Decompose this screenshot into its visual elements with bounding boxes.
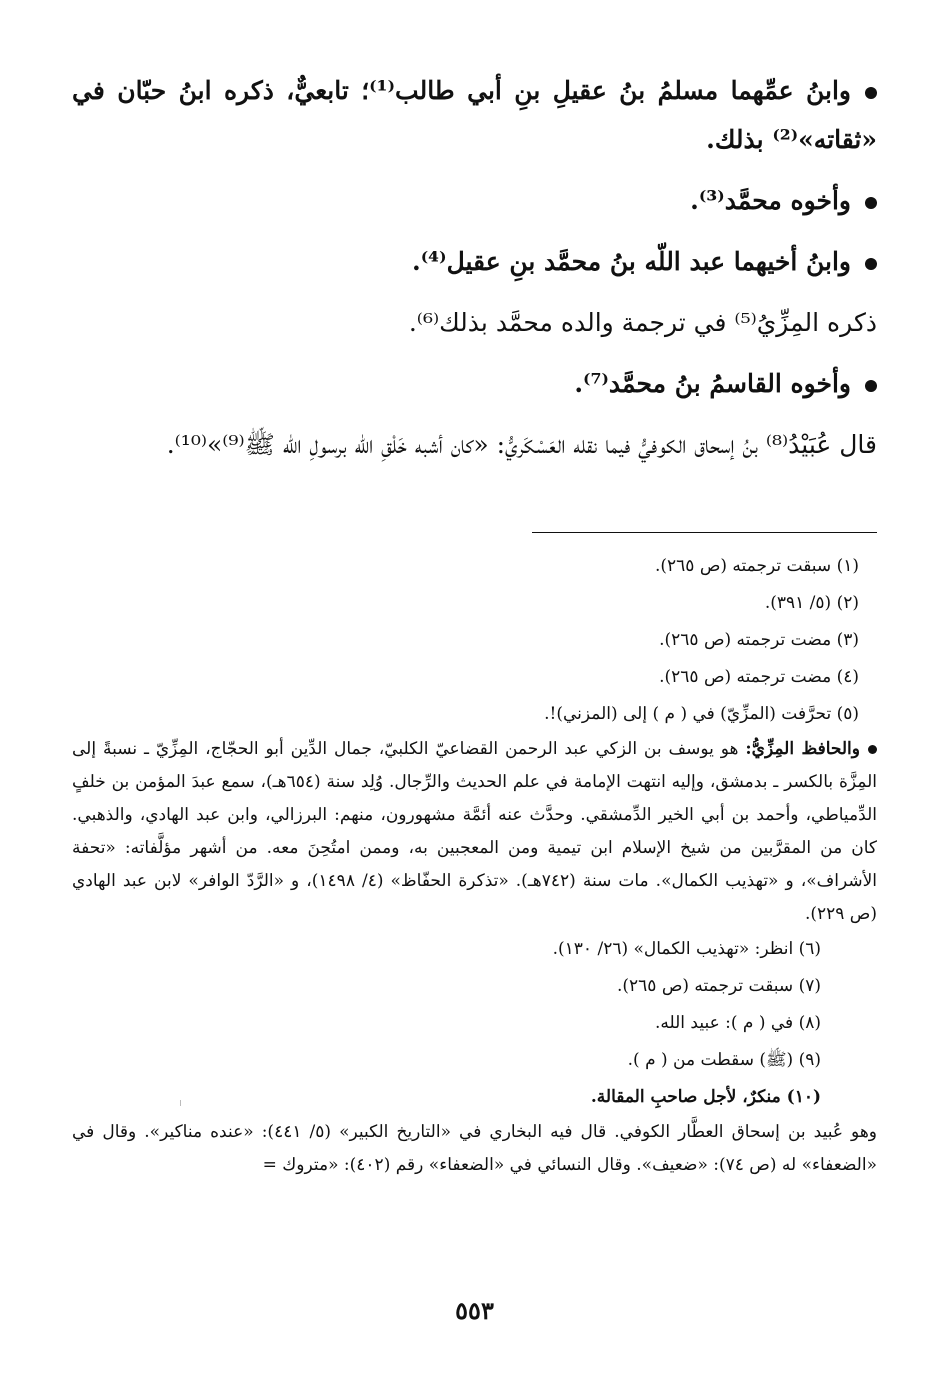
footnote-bio: والحافظ المِزِّيُّ: هو يوسف بن الزكي عبد الرحمن القضاعيّ الكلبيّ، جمال الدِّين أبو الحجّاج، المِزِّيّ ـ نسبةً إلى المِزَّة بالكسر ـ بدمشق، وإليه انتهت الإمامة في علم الحديث والرِّجال. وُلِد سنة (٦٥٤هـ)، سمع عبدَ المؤمن بن خلفٍ الدِّمياطي، وأحمد بن أبي الخير الدِّمشقي. وحدَّث عنه أئمَّة مشهورون، منهم: البرزالي، وابن عبد الهادي، والذهبي. كان من المقرَّبين من شيخ الإسلام ابن تيمية ومن المعجبين به، وممن امتُحِنَ معه. من أشهر مؤلَّفاته: «تحفة الأشراف»، و «تهذيب الكمال». مات سنة (٧٤٢هـ). «تذكرة الحفّاظ» (٤/ ١٤٩٨)، و «الرَّدّ الوافر» لابن عبد الهادي (ص ٢٢٩).	[72, 739, 877, 924]
paragraph-6: قال عُبَيْدُ⁽⁸⁾ بنُ إسحاق الكوفيُّ فيما نقله العَسْكَريُّ: «كان أشبه خَلْقِ الله برسولِ الله ﷺ⁽⁹⁾»⁽¹⁰⁾.	[166, 430, 877, 459]
footnote-5: (٥) تحرَّفت (المزِّيّ) في ( م ) إلى (المزني)!.	[544, 704, 859, 724]
footnotes	[72, 548, 877, 1182]
bullet-icon	[865, 258, 877, 270]
footnote-6: (٦) انظر: «تهذيب الكمال» (٢٦/ ١٣٠).	[552, 939, 821, 959]
paragraph-2: وأخوه محمَّد⁽³⁾.	[72, 176, 877, 225]
main-text	[72, 66, 877, 481]
footnote-10-lead: (١٠) منكرٌ، لأجل صاحبِ المقالة.	[590, 1087, 821, 1107]
bullet-icon	[868, 745, 877, 754]
paragraph-3: وابنُ أخيهما عبد اللّه بنُ محمَّد بنِ عقيل⁽⁴⁾.	[72, 237, 877, 286]
footnote-4: (٤) مضت ترجمته (ص ٢٦٥).	[659, 667, 859, 687]
footnote-8: (٨) في ( م ): عبيد الله.	[654, 1013, 821, 1033]
footnote-9: (٩) (ﷺ) سقطت من ( م ).	[627, 1050, 821, 1070]
bullet-icon	[865, 197, 877, 209]
bullet-icon	[865, 87, 877, 99]
scan-speck	[180, 1100, 185, 1106]
paragraph-4: ذكره المِزِّيُ⁽⁵⁾ في ترجمة والده محمَّد بذلك⁽⁶⁾.	[408, 308, 877, 337]
paragraph-1: وابنُ عمِّهما مسلمُ بنُ عقيلِ بنِ أبي طالب⁽¹⁾؛ تابعيٌّ، ذكره ابنُ حبّان في «ثقاته»⁽²⁾ بذلك.	[72, 76, 877, 154]
footnote-3: (٣) مضت ترجمته (ص ٢٦٥).	[659, 630, 859, 650]
footnote-7: (٧) سبقت ترجمته (ص ٢٦٥).	[616, 976, 821, 996]
footnote-1: (١) سبقت ترجمته (ص ٢٦٥).	[654, 556, 859, 576]
paragraph-5: وأخوه القاسمُ بنُ محمَّد⁽⁷⁾.	[72, 359, 877, 408]
page-number: ٥٥٣	[455, 1296, 494, 1325]
footnote-10-text: وهو عُبيد بن إسحاق العطَّار الكوفي. قال فيه البخاري في «التاريخ الكبير» (٥/ ٤٤١): «عنده مناكير». وقال في «الضعفاء» له (ص ٧٤): «ضعيف». وقال النسائي في «الضعفاء» رقم (٤٠٢): «متروك =	[72, 1122, 877, 1175]
footnote-divider	[532, 532, 877, 533]
footnote-2: (٢) (٥/ ٣٩١).	[764, 593, 859, 613]
bullet-icon	[865, 380, 877, 392]
